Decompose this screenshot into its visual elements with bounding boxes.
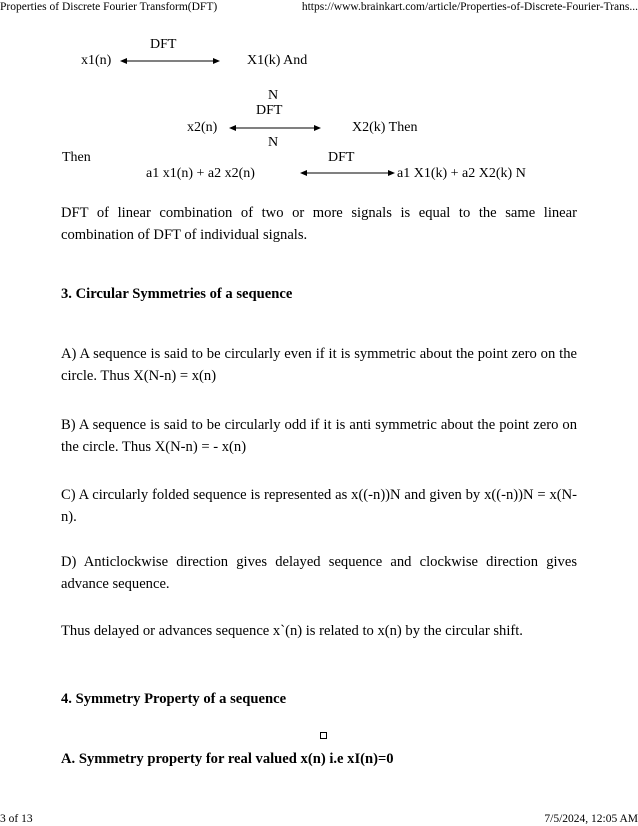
page-footer-datetime: 7/5/2024, 12:05 AM [544, 813, 638, 825]
row1-double-arrow-icon [120, 55, 220, 67]
row2-double-arrow-icon [229, 122, 321, 134]
section-3-heading: 3. Circular Symmetries of a sequence [61, 286, 293, 302]
row1-dft-label: DFT [150, 37, 177, 52]
section-4-heading: 4. Symmetry Property of a sequence [61, 691, 287, 707]
row1-right-term: X1(k) And [247, 53, 308, 68]
point-a-paragraph: A) A sequence is said to be circularly even if it is symmetric about the point zero on the circle. Thus X(N-n) = x(n) [61, 346, 577, 384]
point-c-paragraph: C) A circularly folded sequence is represented as x((-n))N and given by x((-n))N = x(N-n). [61, 487, 577, 525]
row3-dft-label: DFT [328, 150, 355, 165]
row2-left-term: x2(n) [187, 120, 218, 135]
row2-dft-label: DFT [256, 103, 283, 118]
circular-shift-paragraph: Thus delayed or advances sequence x`(n) is related to x(n) by the circular shift. [61, 623, 523, 639]
point-b-paragraph: B) A sequence is said to be circularly odd if it is anti symmetric about the point zero on the circle. Thus X(N-n) = - x(n) [61, 417, 577, 455]
row1-left-term: x1(n) [81, 53, 112, 68]
image-placeholder-icon [320, 732, 327, 739]
page-footer-page-number: 3 of 13 [0, 813, 33, 825]
linearity-paragraph: DFT of linear combination of two or more signals is equal to the same linear combination of DFT of individual signals. [61, 205, 577, 243]
page-header-title: Properties of Discrete Fourier Transform(DFT) [0, 1, 218, 13]
point-d-paragraph: D) Anticlockwise direction gives delayed sequence and clockwise direction gives advance sequence. [61, 554, 577, 592]
row2-top-n: N [268, 88, 279, 103]
row3-double-arrow-icon [300, 167, 395, 179]
row2-right-term: X2(k) Then [352, 120, 418, 135]
row2-bottom-n: N [268, 135, 279, 150]
page-header-url[interactable]: https://www.brainkart.com/article/Properties-of-Discrete-Fourier-Trans... [301, 1, 638, 13]
row3-right-term: a1 X1(k) + a2 X2(k) N [397, 166, 526, 181]
then-label: Then [62, 150, 91, 165]
row3-left-term: a1 x1(n) + a2 x2(n) [146, 166, 255, 181]
section-4a-heading: A. Symmetry property for real valued x(n) i.e xI(n)=0 [61, 751, 394, 767]
